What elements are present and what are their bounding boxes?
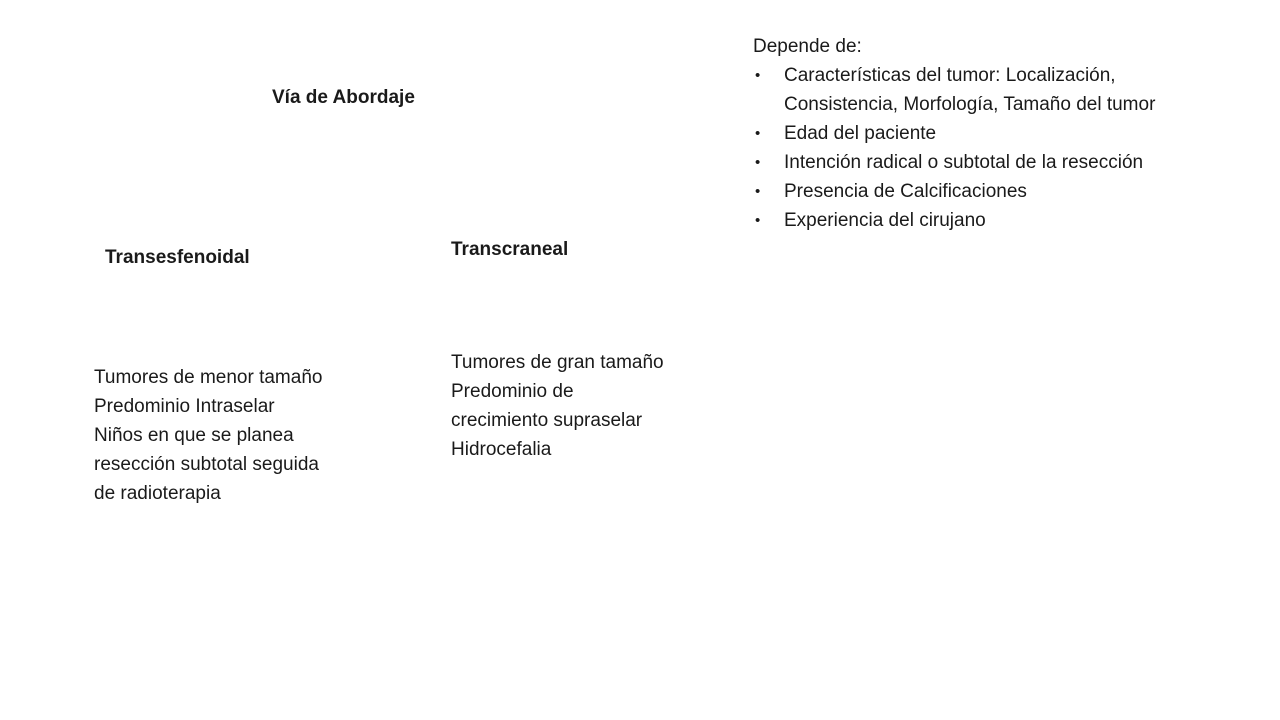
- indication-line: Tumores de menor tamaño: [94, 367, 323, 388]
- bullet-icon: •: [755, 154, 761, 171]
- factor-text: Edad del paciente: [784, 123, 937, 144]
- factor-item: [753, 61, 1223, 119]
- bullet-icon: •: [755, 183, 761, 200]
- indication-line: crecimiento supraselar: [451, 410, 643, 431]
- approach-factors: [753, 32, 1223, 235]
- factors-list: [753, 61, 1223, 235]
- bullet-icon: •: [755, 212, 761, 229]
- bullet-icon: •: [755, 125, 761, 142]
- factor-item: [753, 148, 1223, 177]
- transesfenoidal-heading: Transesfenoidal: [105, 247, 250, 268]
- factor-text: Características del tumor: Localización, Consistencia, Morfología, Tamaño del tumor: [784, 65, 1156, 115]
- factor-item: [753, 177, 1223, 206]
- indication-line: Niños en que se planea: [94, 425, 294, 446]
- transcraneal-indications: [451, 348, 664, 464]
- transcraneal-heading: Transcraneal: [451, 239, 569, 260]
- factors-intro: Depende de:: [753, 36, 862, 57]
- indication-line: Hidrocefalia: [451, 439, 552, 460]
- indication-line: Predominio de: [451, 381, 574, 402]
- indication-line: resección subtotal seguida: [94, 454, 319, 475]
- indication-line: de radioterapia: [94, 483, 221, 504]
- factor-text: Presencia de Calcificaciones: [784, 181, 1027, 202]
- factor-item: [753, 119, 1223, 148]
- factor-text: Intención radical o subtotal de la resección: [784, 152, 1144, 173]
- transesfenoidal-indications: [94, 363, 322, 508]
- factor-item: [753, 206, 1223, 235]
- factor-text: Experiencia del cirujano: [784, 210, 986, 231]
- indication-line: Predominio Intraselar: [94, 396, 275, 417]
- indication-line: Tumores de gran tamaño: [451, 352, 664, 373]
- slide-title: Vía de Abordaje: [272, 87, 415, 108]
- bullet-icon: •: [755, 67, 761, 84]
